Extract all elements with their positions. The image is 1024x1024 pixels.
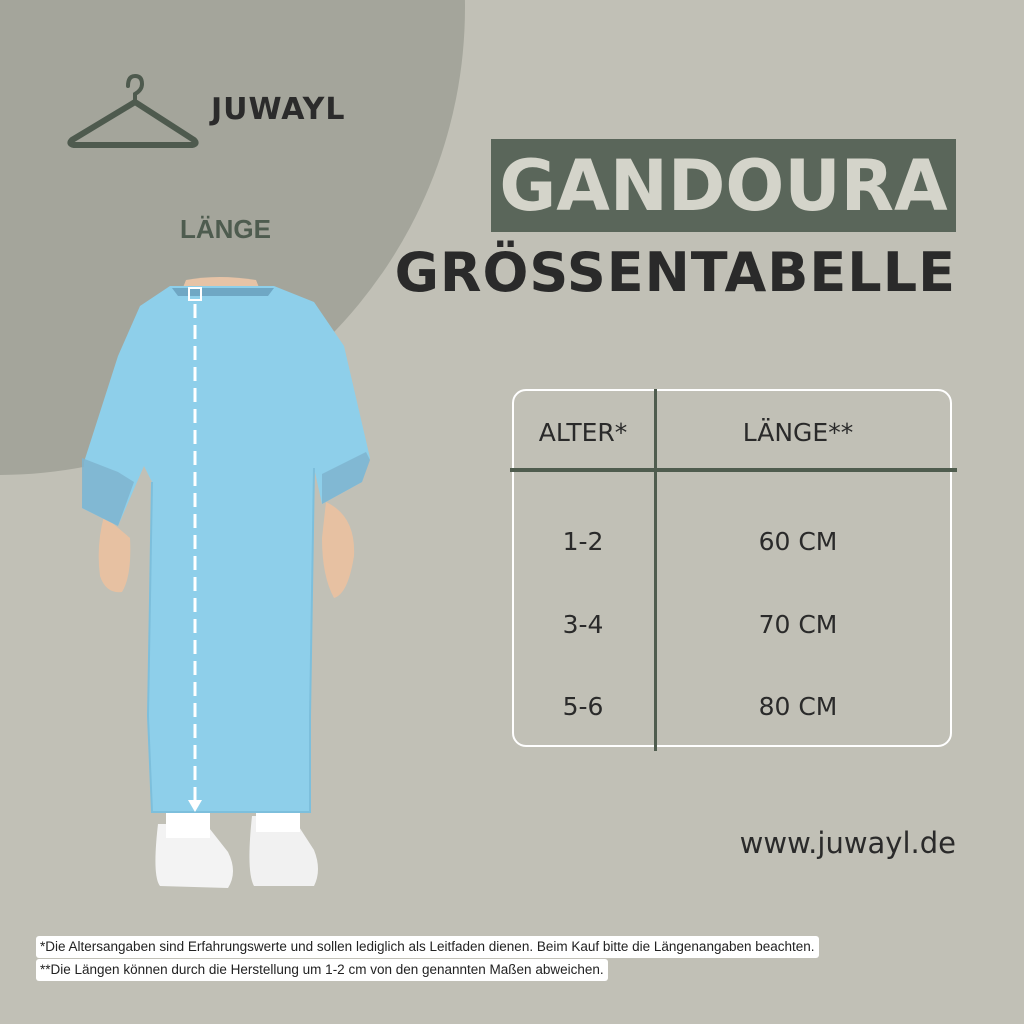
table-cell-age: 5-6: [562, 692, 604, 721]
website-link[interactable]: www.juwayl.de: [739, 826, 956, 860]
table-header-age: ALTER*: [538, 418, 628, 447]
table-header-divider: [510, 468, 957, 472]
table-cell-age: 1-2: [562, 527, 604, 556]
length-label: LÄNGE: [180, 214, 271, 244]
footnote-length: **Die Längen können durch die Herstellung um 1-2 cm von den genannten Maßen abweichen.: [36, 959, 608, 981]
table-cell-age: 3-4: [562, 610, 604, 639]
table-cell-length: 60 CM: [758, 527, 838, 556]
hanger-icon: [66, 72, 200, 152]
table-cell-length: 80 CM: [758, 692, 838, 721]
table-cell-length: 70 CM: [758, 610, 838, 639]
table-header-length: LÄNGE**: [742, 418, 854, 447]
product-image: [78, 276, 374, 894]
footnote-age: *Die Altersangaben sind Erfahrungswerte und sollen lediglich als Leitfaden dienen. Beim Kauf bitte die Längenangaben beachten.: [36, 936, 819, 958]
brand-name: JUWAYL: [211, 92, 346, 127]
page-subtitle: GRÖSSENTABELLE: [394, 241, 956, 304]
product-title: GANDOURA: [499, 145, 948, 227]
